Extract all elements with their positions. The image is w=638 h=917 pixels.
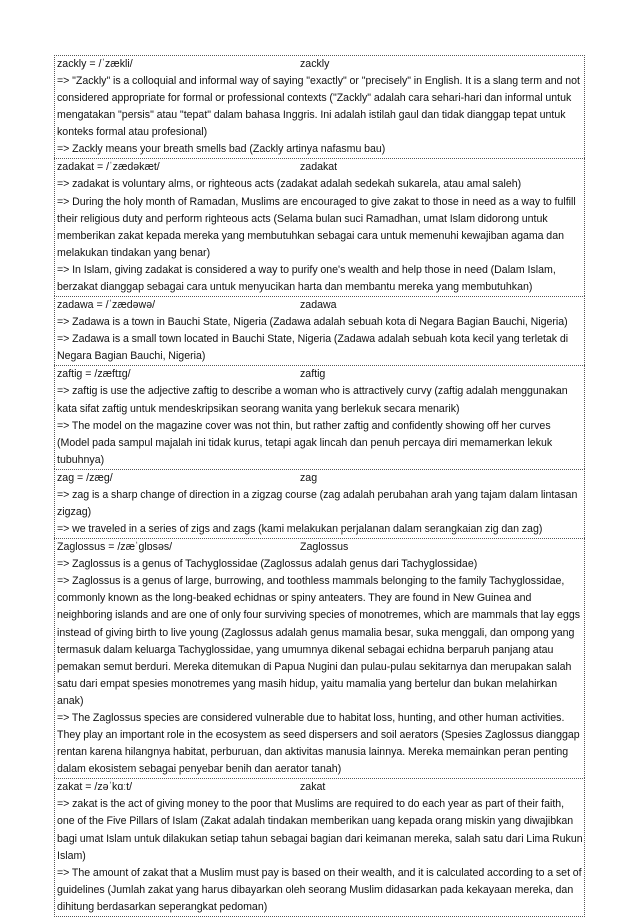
- entry-head: [57, 159, 583, 176]
- entry-head: [57, 470, 583, 487]
- pronunciation: zadawa = /ˈzædəwə/: [57, 299, 156, 312]
- pronunciation: zag = /zæg/: [57, 471, 113, 484]
- definition-line: => zakat is the act of giving money to the poor that Muslims are required to do each year as part of their faith, one of the Five Pillars of Islam (Zakat adalah tindakan memberikan uang kepada orang miskin yang diwajibkan bagi umat Islam untuk dilakukan setiap tahun sebagai bagian dari keimanan mereka, salah satu dari Lima Rukun Islam): [57, 798, 583, 862]
- entry-zakat: [54, 778, 585, 917]
- entry-head: [57, 779, 583, 796]
- example-line: => we traveled in a series of zigs and zags (kami melakukan perjalanan dalam serangkaian zig dan zag): [57, 523, 543, 536]
- entry-zadakat: [54, 158, 585, 296]
- pronunciation: zackly = /ˈzækli/: [57, 58, 133, 70]
- headword: zag: [300, 471, 318, 484]
- entry-head: [57, 539, 583, 556]
- entry-head: [57, 366, 583, 383]
- example-line: => The amount of zakat that a Muslim must pay is based on their wealth, and it is calculated according to a set of guidelines (Jumlah zakat yang harus dibayarkan oleh seorang Muslim didasarkan pada kekayaan mereka, dan dihitung berdasarkan seperangkat pedoman): [57, 866, 582, 913]
- example-line: => The model on the magazine cover was not thin, but rather zaftig and confidently showing off her curves (Model pada sampul majalah ini tidak kurus, tetapi agak lincah dan penuh percaya diri memamerkan lekuk tubuhnya): [57, 419, 553, 466]
- dictionary-sheet: [54, 55, 585, 917]
- example-line: => Zaglossus is a genus of large, burrowing, and toothless mammals belonging to the family Tachyglossidae, commonly known as the long-beaked echidnas or spiny anteaters. They are found in New Guinea and neighboring islands and are one of only four surviving species of monotremes, which are mammals that lay eggs instead of giving birth to live young (Zaglossus adalah genus mamalia besar, suka menggali, dan ompong yang termasuk dalam keluarga Tachyglossidae, yang umumnya dikenal sebagai echidna berparuh panjang atau pemakan semut berduri. Mereka ditemukan di Papua Nugini dan pulau-pulau sekitarnya dan merupakan salah satu dari empat spesies monotremes yang masih hidup, yaitu mamalia yang bertelur dan bukan melahirkan anak): [57, 575, 581, 707]
- entry-zadawa: [54, 296, 585, 365]
- pronunciation: zadakat = /ˈzædəkæt/: [57, 161, 160, 174]
- entry-zaftig: [54, 365, 585, 468]
- headword: zackly: [300, 58, 330, 70]
- pronunciation: Zaglossus = /zæˈglɒsəs/: [57, 541, 173, 554]
- headword: zadawa: [300, 299, 337, 312]
- headword: zaftig: [300, 368, 326, 381]
- example-line: => The Zaglossus species are considered vulnerable due to habitat loss, hunting, and other human activities. They play an important role in the ecosystem as seed dispersers and soil aerators (Spesies Zaglossus dianggap rentan karena hilangnya habitat, perburuan, dan aktivitas manusia lainnya. Mereka memainkan peran penting dalam ekosistem sebagai penyebar benih dan aerator tanah): [57, 712, 580, 776]
- pronunciation: zakat = /zəˈkɑːt/: [57, 781, 133, 794]
- headword: zakat: [300, 781, 326, 794]
- definition-line: => Zaglossus is a genus of Tachyglossidae (Zaglossus adalah genus dari Tachyglossidae): [57, 558, 478, 571]
- definition-line: => zaftig is use the adjective zaftig to describe a woman who is attractively curvy (zaftig adalah menggunakan kata sifat zaftig untuk mendeskripsikan seorang wanita yang berlekuk secara menarik): [57, 385, 568, 415]
- definition-line: => "Zackly" is a colloquial and informal way of saying "exactly" or "precisely" in English. It is a slang term and not considered appropriate for formal or professional contexts ("Zackly" adalah cara sehari-hari dan informal untuk mengatakan "persis" atau "tepat" dalam bahasa Inggris. Ini adalah istilah gaul dan tidak dianggap tepat untuk konteks formal atau profesional): [57, 75, 580, 139]
- entry-zag: [54, 469, 585, 538]
- entry-head: [57, 297, 583, 314]
- entry-zaglossus: [54, 538, 585, 778]
- example-line: => In Islam, giving zadakat is considered a way to purify one's wealth and help those in need (Dalam Islam, berzakat dianggap sebagai cara untuk menyucikan harta dan membantu mereka yang membutuhkan): [57, 263, 556, 294]
- entry-head: [57, 56, 583, 73]
- definition-line: => zadakat is voluntary alms, or righteous acts (zadakat adalah sedekah sukarela, atau amal saleh): [57, 178, 522, 191]
- example-line: => Zackly means your breath smells bad (Zackly artinya nafasmu bau): [57, 143, 386, 156]
- entry-zackly: [54, 55, 585, 158]
- definition-line: => zag is a sharp change of direction in a zigzag course (zag adalah perubahan arah yang tajam dalam lintasan zigzag): [57, 488, 578, 518]
- headword: zadakat: [300, 161, 338, 174]
- definition-line: => Zadawa is a town in Bauchi State, Nigeria (Zadawa adalah sebuah kota di Negara Bagian Bauchi, Nigeria): [57, 316, 568, 329]
- headword: Zaglossus: [300, 541, 349, 554]
- example-line: => During the holy month of Ramadan, Muslims are encouraged to give zakat to those in need as a way to fulfill their religious duty and perform righteous acts (Selama bulan suci Ramadhan, umat Islam didorong untuk memberikan zakat kepada mereka yang membutuhkan sebagai cara untuk memenuhi kewajiban agama dan melakukan tindakan yang benar): [57, 195, 576, 259]
- example-line: => Zadawa is a small town located in Bauchi State, Nigeria (Zadawa adalah sebuah kota kecil yang terletak di Negara Bagian Bauchi, Nigeria): [57, 333, 569, 363]
- pronunciation: zaftig = /zæftɪg/: [57, 368, 131, 381]
